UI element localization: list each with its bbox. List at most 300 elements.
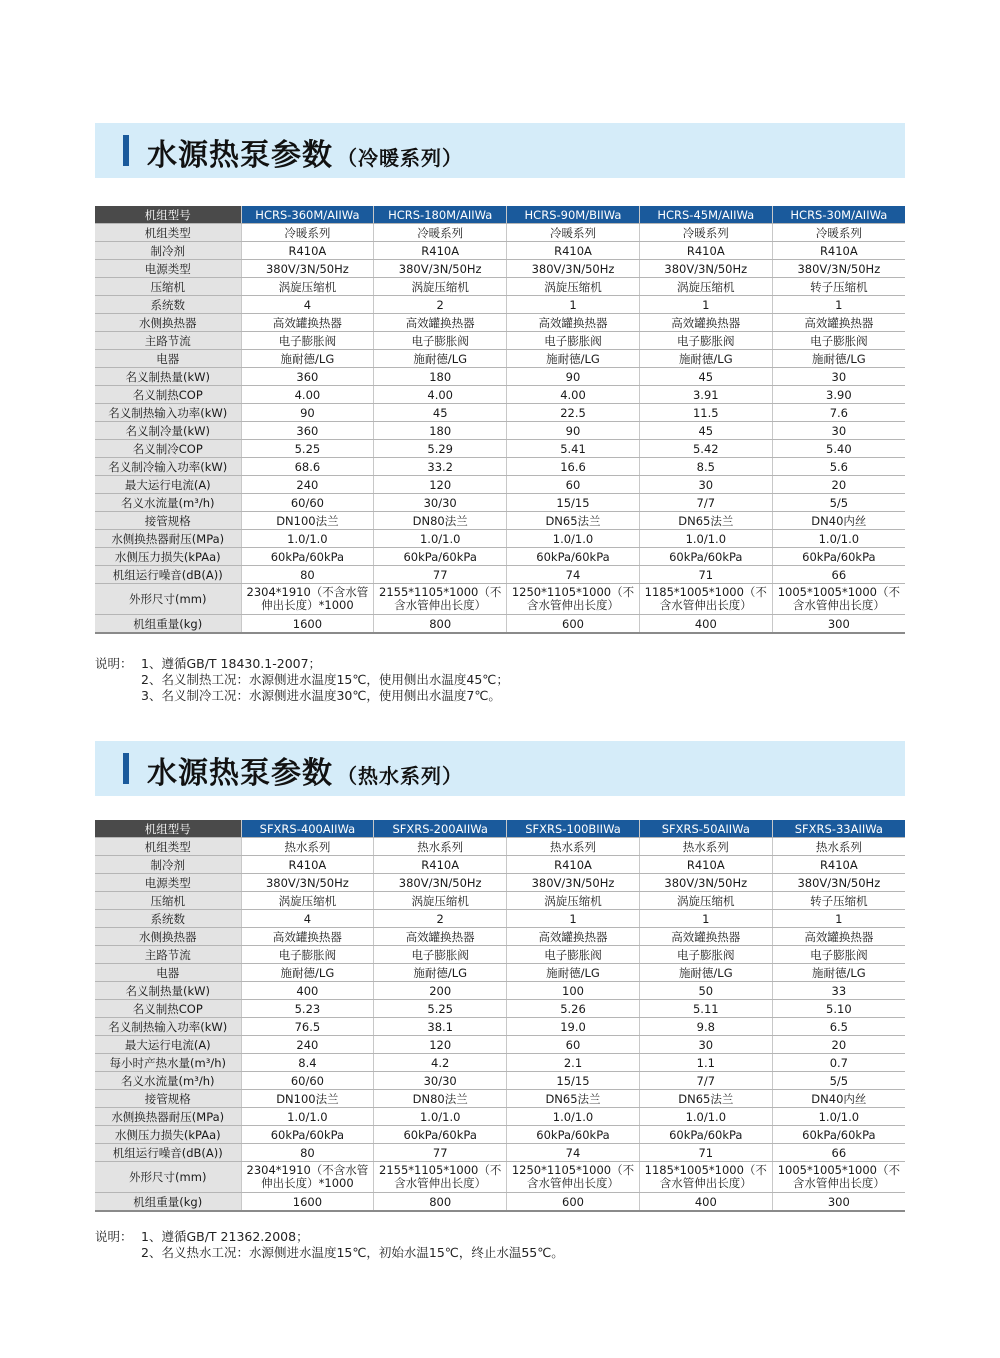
table-cell: 4.00 <box>507 386 640 404</box>
table-cell: DN65法兰 <box>507 512 640 530</box>
table-cell: 1.0/1.0 <box>374 1108 507 1126</box>
table-cell: 7/7 <box>639 494 772 512</box>
table-row <box>95 1162 905 1193</box>
table-row <box>95 928 905 946</box>
table-cell: 60kPa/60kPa <box>507 1126 640 1144</box>
table-cell: 5.40 <box>772 440 905 458</box>
table-cell: 热水系列 <box>374 838 507 856</box>
table-cell: 转子压缩机 <box>772 278 905 296</box>
table-cell: 1.1 <box>639 1054 772 1072</box>
table-cell: 热水系列 <box>639 838 772 856</box>
model-header: SFXRS-200AIIWa <box>374 820 507 838</box>
row-label: 制冷剂 <box>95 856 241 874</box>
notes-head <box>95 1245 141 1261</box>
row-label: 名义制热输入功率(kW) <box>95 404 241 422</box>
table-row <box>95 404 905 422</box>
table-cell: 30/30 <box>374 494 507 512</box>
row-label: 水侧换热器 <box>95 928 241 946</box>
table-cell: 100 <box>507 982 640 1000</box>
notes-head <box>95 672 141 688</box>
table-row <box>95 260 905 278</box>
table-row <box>95 1090 905 1108</box>
header-corner-label: 机组型号 <box>95 820 241 838</box>
table-header-row <box>95 206 905 224</box>
table-row <box>95 856 905 874</box>
row-label: 电器 <box>95 964 241 982</box>
table-row <box>95 892 905 910</box>
table-cell: 涡旋压缩机 <box>507 892 640 910</box>
section1-notes <box>95 656 509 704</box>
table-cell: 60kPa/60kPa <box>772 1126 905 1144</box>
row-label: 水侧换热器 <box>95 314 241 332</box>
notes-head: 说明： <box>95 1229 133 1244</box>
note-item: 3、名义制冷工况：水源侧进水温度30℃，使用侧出水温度7℃。 <box>141 688 501 703</box>
row-label: 水侧换热器耐压(MPa) <box>95 1108 241 1126</box>
table-cell: 300 <box>772 1193 905 1212</box>
table-cell: 60kPa/60kPa <box>241 548 374 566</box>
table-cell: 施耐德/LG <box>374 350 507 368</box>
table-cell: 60kPa/60kPa <box>507 548 640 566</box>
table-cell: 1.0/1.0 <box>241 1108 374 1126</box>
table-cell: 5.6 <box>772 458 905 476</box>
table-cell: 4.00 <box>241 386 374 404</box>
table-row <box>95 1018 905 1036</box>
row-label: 机组运行噪音(dB(A)) <box>95 566 241 584</box>
table-cell: 2155*1105*1000（不含水管伸出长度） <box>374 1162 507 1193</box>
table-cell: 热水系列 <box>241 838 374 856</box>
table-cell: 1 <box>507 296 640 314</box>
table-cell: 66 <box>772 566 905 584</box>
table-cell: 电子膨胀阀 <box>507 946 640 964</box>
table-cell: 180 <box>374 368 507 386</box>
section2-spec-table <box>95 820 905 1212</box>
table-cell: 74 <box>507 566 640 584</box>
table-cell: 施耐德/LG <box>639 350 772 368</box>
table-cell: 1.0/1.0 <box>639 1108 772 1126</box>
table-row <box>95 512 905 530</box>
table-cell: DN40内丝 <box>772 1090 905 1108</box>
table-row <box>95 838 905 856</box>
table-row <box>95 440 905 458</box>
table-cell: 涡旋压缩机 <box>507 278 640 296</box>
table-cell: R410A <box>639 856 772 874</box>
table-cell: 80 <box>241 566 374 584</box>
table-cell: 施耐德/LG <box>772 350 905 368</box>
table-cell: 4.00 <box>374 386 507 404</box>
row-label: 电源类型 <box>95 260 241 278</box>
section2-title: 水源热泵参数 （热水系列） <box>147 756 463 791</box>
row-label: 名义制热COP <box>95 1000 241 1018</box>
table-cell: 180 <box>374 422 507 440</box>
table-cell: R410A <box>241 242 374 260</box>
table-cell: 施耐德/LG <box>507 350 640 368</box>
table-cell: 高效罐换热器 <box>241 314 374 332</box>
table-cell: 300 <box>772 615 905 634</box>
table-cell: 冷暖系列 <box>639 224 772 242</box>
table-cell: 30 <box>772 422 905 440</box>
table-row <box>95 494 905 512</box>
table-cell: 施耐德/LG <box>374 964 507 982</box>
table-cell: 380V/3N/50Hz <box>374 260 507 278</box>
table-cell: 71 <box>639 1144 772 1162</box>
table-cell: 22.5 <box>507 404 640 422</box>
table-cell: 1.0/1.0 <box>507 1108 640 1126</box>
table-cell: 60/60 <box>241 494 374 512</box>
table-cell: 200 <box>374 982 507 1000</box>
table-cell: 60kPa/60kPa <box>241 1126 374 1144</box>
table-cell: 11.5 <box>639 404 772 422</box>
table-row <box>95 1126 905 1144</box>
note-item: 2、名义热水工况：水源侧进水温度15℃，初始水温15℃，终止水温55℃。 <box>141 1245 564 1260</box>
table-cell: 高效罐换热器 <box>374 314 507 332</box>
model-header: HCRS-90M/BIIWa <box>507 206 640 224</box>
row-label: 机组重量(kg) <box>95 615 241 634</box>
table-row <box>95 964 905 982</box>
notes-head <box>95 688 141 704</box>
table-cell: 380V/3N/50Hz <box>507 874 640 892</box>
table-cell: 8.5 <box>639 458 772 476</box>
table-cell: 30/30 <box>374 1072 507 1090</box>
table-cell: 7.6 <box>772 404 905 422</box>
table-row <box>95 1072 905 1090</box>
table-row <box>95 278 905 296</box>
table-cell: 1 <box>639 910 772 928</box>
table-cell: DN100法兰 <box>241 512 374 530</box>
table-cell: 电子膨胀阀 <box>772 332 905 350</box>
model-header: SFXRS-50AIIWa <box>639 820 772 838</box>
table-cell: R410A <box>374 242 507 260</box>
table-cell: 高效罐换热器 <box>772 314 905 332</box>
row-label: 水侧压力损失(kPAa) <box>95 1126 241 1144</box>
table-cell: 380V/3N/50Hz <box>241 874 374 892</box>
model-header: HCRS-45M/AIIWa <box>639 206 772 224</box>
row-label: 每小时产热水量(m³/h) <box>95 1054 241 1072</box>
row-label: 接管规格 <box>95 1090 241 1108</box>
table-cell: 高效罐换热器 <box>639 928 772 946</box>
table-cell: 2304*1910（不含水管伸出长度）*1000 <box>241 584 374 615</box>
row-label: 名义水流量(m³/h) <box>95 494 241 512</box>
table-cell: 涡旋压缩机 <box>374 278 507 296</box>
table-cell: 1185*1005*1000（不含水管伸出长度） <box>639 584 772 615</box>
table-cell: 800 <box>374 1193 507 1212</box>
row-label: 系统数 <box>95 296 241 314</box>
table-cell: 15/15 <box>507 1072 640 1090</box>
table-cell: 1.0/1.0 <box>241 530 374 548</box>
table-cell: 电子膨胀阀 <box>374 946 507 964</box>
table-cell: 电子膨胀阀 <box>507 332 640 350</box>
table-cell: DN80法兰 <box>374 1090 507 1108</box>
table-cell: 380V/3N/50Hz <box>639 260 772 278</box>
table-row <box>95 422 905 440</box>
table-row <box>95 910 905 928</box>
table-row <box>95 1108 905 1126</box>
row-label: 名义制冷COP <box>95 440 241 458</box>
table-cell: 380V/3N/50Hz <box>241 260 374 278</box>
table-cell: 电子膨胀阀 <box>241 946 374 964</box>
table-cell: 1.0/1.0 <box>772 1108 905 1126</box>
table-cell: 1.0/1.0 <box>772 530 905 548</box>
table-row <box>95 1000 905 1018</box>
header-corner-label: 机组型号 <box>95 206 241 224</box>
table-cell: 电子膨胀阀 <box>241 332 374 350</box>
table-cell: 冷暖系列 <box>374 224 507 242</box>
table-cell: 380V/3N/50Hz <box>772 874 905 892</box>
table-row <box>95 242 905 260</box>
table-cell: 冷暖系列 <box>772 224 905 242</box>
table-cell: R410A <box>772 242 905 260</box>
table-cell: 热水系列 <box>507 838 640 856</box>
table-row <box>95 1036 905 1054</box>
table-cell: 400 <box>241 982 374 1000</box>
table-cell: 240 <box>241 476 374 494</box>
table-cell: 涡旋压缩机 <box>639 278 772 296</box>
note-item: 1、遵循GB/T 21362.2008； <box>141 1229 309 1244</box>
table-cell: 冷暖系列 <box>507 224 640 242</box>
table-cell: DN65法兰 <box>507 1090 640 1108</box>
row-label: 名义制冷输入功率(kW) <box>95 458 241 476</box>
row-label: 制冷剂 <box>95 242 241 260</box>
table-cell: 1005*1005*1000（不含水管伸出长度） <box>772 584 905 615</box>
table-cell: 360 <box>241 368 374 386</box>
table-cell: 3.90 <box>772 386 905 404</box>
row-label: 主路节流 <box>95 332 241 350</box>
table-cell: 电子膨胀阀 <box>639 332 772 350</box>
table-cell: 38.1 <box>374 1018 507 1036</box>
table-cell: 施耐德/LG <box>772 964 905 982</box>
table-cell: 施耐德/LG <box>241 964 374 982</box>
table-row <box>95 530 905 548</box>
table-row <box>95 615 905 634</box>
table-row <box>95 332 905 350</box>
table-cell: 1.0/1.0 <box>507 530 640 548</box>
row-label: 名义制冷量(kW) <box>95 422 241 440</box>
table-cell: 9.8 <box>639 1018 772 1036</box>
table-cell: 1.0/1.0 <box>374 530 507 548</box>
model-header: HCRS-30M/AIIWa <box>772 206 905 224</box>
table-cell: 涡旋压缩机 <box>241 892 374 910</box>
table-cell: 5.26 <box>507 1000 640 1018</box>
table-row <box>95 368 905 386</box>
table-row <box>95 458 905 476</box>
row-label: 名义制热COP <box>95 386 241 404</box>
table-cell: 380V/3N/50Hz <box>772 260 905 278</box>
model-header: SFXRS-100BIIWa <box>507 820 640 838</box>
row-label: 水侧换热器耐压(MPa) <box>95 530 241 548</box>
table-cell: R410A <box>241 856 374 874</box>
table-cell: 4.2 <box>374 1054 507 1072</box>
table-cell: 2.1 <box>507 1054 640 1072</box>
table-cell: 高效罐换热器 <box>507 314 640 332</box>
table-cell: 1 <box>772 296 905 314</box>
row-label: 名义制热量(kW) <box>95 982 241 1000</box>
table-cell: 电子膨胀阀 <box>639 946 772 964</box>
table-cell: 5.41 <box>507 440 640 458</box>
table-cell: 2155*1105*1000（不含水管伸出长度） <box>374 584 507 615</box>
table-row <box>95 476 905 494</box>
table-cell: 电子膨胀阀 <box>772 946 905 964</box>
table-cell: 1 <box>772 910 905 928</box>
table-header-row <box>95 820 905 838</box>
table-cell: 1 <box>507 910 640 928</box>
row-label: 名义制热量(kW) <box>95 368 241 386</box>
row-label: 名义制热输入功率(kW) <box>95 1018 241 1036</box>
table-cell: 76.5 <box>241 1018 374 1036</box>
table-cell: 热水系列 <box>772 838 905 856</box>
table-row <box>95 946 905 964</box>
table-cell: 20 <box>772 476 905 494</box>
section2-banner <box>95 741 905 796</box>
table-cell: 5.10 <box>772 1000 905 1018</box>
table-cell: 2304*1910（不含水管伸出长度）*1000 <box>241 1162 374 1193</box>
table-cell: 60kPa/60kPa <box>639 548 772 566</box>
row-label: 最大运行电流(A) <box>95 1036 241 1054</box>
table-cell: 4 <box>241 296 374 314</box>
table-cell: 68.6 <box>241 458 374 476</box>
table-cell: DN100法兰 <box>241 1090 374 1108</box>
table-row <box>95 314 905 332</box>
note-item: 1、遵循GB/T 18430.1-2007； <box>141 656 322 671</box>
section1-title: 水源热泵参数 （冷暖系列） <box>147 138 463 173</box>
table-cell: 0.7 <box>772 1054 905 1072</box>
table-row <box>95 982 905 1000</box>
row-label: 外形尺寸(mm) <box>95 584 241 615</box>
table-cell: 30 <box>639 1036 772 1054</box>
table-cell: 60/60 <box>241 1072 374 1090</box>
row-label: 机组类型 <box>95 838 241 856</box>
table-cell: 66 <box>772 1144 905 1162</box>
table-cell: 45 <box>639 368 772 386</box>
table-cell: 5/5 <box>772 494 905 512</box>
table-cell: 380V/3N/50Hz <box>374 874 507 892</box>
table-cell: 4 <box>241 910 374 928</box>
table-row <box>95 1144 905 1162</box>
row-label: 机组运行噪音(dB(A)) <box>95 1144 241 1162</box>
table-row <box>95 566 905 584</box>
table-cell: 1.0/1.0 <box>639 530 772 548</box>
banner-accent-bar <box>123 135 129 166</box>
table-cell: 400 <box>639 615 772 634</box>
table-cell: 16.6 <box>507 458 640 476</box>
table-cell: 77 <box>374 566 507 584</box>
notes-head: 说明： <box>95 656 133 671</box>
table-cell: 涡旋压缩机 <box>374 892 507 910</box>
row-label: 机组类型 <box>95 224 241 242</box>
table-cell: 600 <box>507 1193 640 1212</box>
table-cell: DN65法兰 <box>639 1090 772 1108</box>
table-row <box>95 1054 905 1072</box>
table-cell: 60kPa/60kPa <box>639 1126 772 1144</box>
model-header: SFXRS-33AIIWa <box>772 820 905 838</box>
row-label: 系统数 <box>95 910 241 928</box>
table-cell: 高效罐换热器 <box>772 928 905 946</box>
table-cell: 74 <box>507 1144 640 1162</box>
table-cell: 5.11 <box>639 1000 772 1018</box>
table-cell: 电子膨胀阀 <box>374 332 507 350</box>
table-row <box>95 224 905 242</box>
table-cell: R410A <box>507 856 640 874</box>
model-header: HCRS-360M/AIIWa <box>241 206 374 224</box>
table-cell: 50 <box>639 982 772 1000</box>
table-cell: 高效罐换热器 <box>507 928 640 946</box>
table-cell: 1 <box>639 296 772 314</box>
table-cell: 240 <box>241 1036 374 1054</box>
table-cell: 360 <box>241 422 374 440</box>
table-cell: 施耐德/LG <box>241 350 374 368</box>
table-cell: 30 <box>639 476 772 494</box>
row-label: 接管规格 <box>95 512 241 530</box>
section1-banner <box>95 123 905 178</box>
row-label: 水侧压力损失(kPAa) <box>95 548 241 566</box>
table-cell: 400 <box>639 1193 772 1212</box>
table-cell: 77 <box>374 1144 507 1162</box>
table-cell: 涡旋压缩机 <box>639 892 772 910</box>
table-cell: 施耐德/LG <box>639 964 772 982</box>
table-cell: 8.4 <box>241 1054 374 1072</box>
table-cell: 高效罐换热器 <box>241 928 374 946</box>
table-cell: 5.29 <box>374 440 507 458</box>
table-cell: 19.0 <box>507 1018 640 1036</box>
table-cell: 30 <box>772 368 905 386</box>
table-cell: 冷暖系列 <box>241 224 374 242</box>
table-cell: 1250*1105*1000（不含水管伸出长度） <box>507 1162 640 1193</box>
table-cell: 90 <box>241 404 374 422</box>
table-cell: 60kPa/60kPa <box>374 1126 507 1144</box>
table-cell: 1600 <box>241 615 374 634</box>
table-cell: 5.42 <box>639 440 772 458</box>
table-cell: 涡旋压缩机 <box>241 278 374 296</box>
table-cell: DN40内丝 <box>772 512 905 530</box>
table-cell: 高效罐换热器 <box>374 928 507 946</box>
table-row <box>95 874 905 892</box>
table-cell: DN80法兰 <box>374 512 507 530</box>
table-cell: 2 <box>374 296 507 314</box>
table-cell: R410A <box>374 856 507 874</box>
table-cell: 45 <box>374 404 507 422</box>
table-cell: 5.25 <box>374 1000 507 1018</box>
model-header: SFXRS-400AIIWa <box>241 820 374 838</box>
model-header: HCRS-180M/AIIWa <box>374 206 507 224</box>
table-row <box>95 350 905 368</box>
section1-subtitle: （冷暖系列） <box>337 146 463 170</box>
table-cell: 120 <box>374 1036 507 1054</box>
table-cell: R410A <box>772 856 905 874</box>
section1-spec-table <box>95 206 905 634</box>
table-cell: R410A <box>639 242 772 260</box>
table-cell: DN65法兰 <box>639 512 772 530</box>
table-cell: 380V/3N/50Hz <box>507 260 640 278</box>
table-row <box>95 548 905 566</box>
table-cell: 5.25 <box>241 440 374 458</box>
table-cell: 380V/3N/50Hz <box>639 874 772 892</box>
row-label: 压缩机 <box>95 892 241 910</box>
table-cell: 33 <box>772 982 905 1000</box>
table-cell: 5/5 <box>772 1072 905 1090</box>
row-label: 机组重量(kg) <box>95 1193 241 1212</box>
table-row <box>95 1193 905 1212</box>
table-cell: 施耐德/LG <box>507 964 640 982</box>
table-cell: 71 <box>639 566 772 584</box>
table-cell: 高效罐换热器 <box>639 314 772 332</box>
table-cell: 60 <box>507 476 640 494</box>
table-cell: 15/15 <box>507 494 640 512</box>
table-cell: 1005*1005*1000（不含水管伸出长度） <box>772 1162 905 1193</box>
table-cell: 60kPa/60kPa <box>374 548 507 566</box>
row-label: 电源类型 <box>95 874 241 892</box>
row-label: 主路节流 <box>95 946 241 964</box>
row-label: 压缩机 <box>95 278 241 296</box>
table-cell: 60 <box>507 1036 640 1054</box>
note-item: 2、名义制热工况：水源侧进水温度15℃，使用侧出水温度45℃； <box>141 672 509 687</box>
